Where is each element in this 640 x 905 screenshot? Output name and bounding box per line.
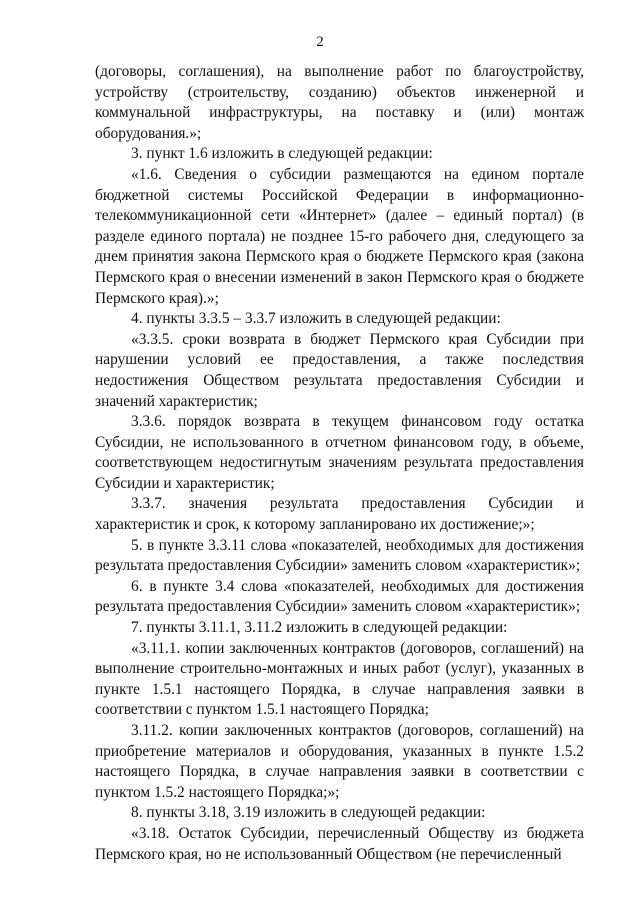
paragraph-clause-3-11-2: 3.11.2. копии заключенных контрактов (договоров, соглашений) на приобретение материалов и оборудования, указанных в пункте 1.5.2 настоящего Порядка, в случае направления заявки в соответствии с пунктом 1.5.2 настоящего Порядка;»;: [95, 722, 584, 801]
paragraph-item-5: 5. в пункте 3.3.11 слова «показателей, необходимых для достижения результата предоставления Субсидии» заменить словом «характеристик»;: [95, 536, 584, 575]
paragraph-item-6: 6. в пункте 3.4 слова «показателей, необходимых для достижения результата предоставления Субсидии» заменить словом «характеристик»;: [95, 577, 584, 616]
paragraph-clause-3-18: «3.18. Остаток Субсидии, перечисленный Обществу из бюджета Пермского края, но не использованный Обществом (не перечисленный: [95, 824, 584, 863]
paragraph-item-8: 8. пункты 3.18, 3.19 изложить в следующей редакции:: [131, 804, 486, 822]
paragraph-item-4: 4. пункты 3.3.5 – 3.3.7 изложить в следующей редакции:: [131, 310, 501, 328]
paragraph-clause-1-6: «1.6. Сведения о субсидии размещаются на едином портале бюджетной системы Российской Федерации в информационно-телекоммуникационной сети «Интернет» (далее – единый портал) (в разделе единого портала) не позднее 15-го рабочего дня, следующего за днем принятия закона Пермского края о бюджете Пермского края (закона Пермского края о внесении изменений в закон Пермского края о бюджете Пермского края).»;: [95, 165, 584, 307]
document-body: [95, 62, 584, 865]
page-number: 2: [316, 34, 324, 50]
paragraph-continuation: (договоры, соглашения), на выполнение работ по благоустройству, устройству (строительству, созданию) объектов инженерной и коммунальной инфраструктуры, на поставку и (или) монтаж оборудования.»;: [95, 63, 584, 142]
paragraph-item-7: 7. пункты 3.11.1, 3.11.2 изложить в следующей редакции:: [131, 619, 508, 637]
paragraph-item-3: 3. пункт 1.6 изложить в следующей редакции:: [131, 145, 433, 163]
paragraph-clause-3-3-7: 3.3.7. значения результата предоставления Субсидии и характеристик и срок, к которому запланировано их достижение;»;: [95, 495, 584, 534]
paragraph-clause-3-11-1: «3.11.1. копии заключенных контрактов (договоров, соглашений) на выполнение строительно-монтажных и иных работ (услуг), указанных в пункте 1.5.1 настоящего Порядка, в случае направления заявки в соответствии с пунктом 1.5.1 настоящего Порядка;: [95, 639, 584, 719]
paragraph-clause-3-3-5: «3.3.5. сроки возврата в бюджет Пермского края Субсидии при нарушении условий ее предоставления, а также последствия недостижения Обществом результата предоставления Субсидии и значений характеристик;: [95, 330, 584, 410]
paragraph-clause-3-3-6: 3.3.6. порядок возврата в текущем финансовом году остатка Субсидии, не использованного в отчетном финансовом году, в объеме, соответствующем недостигнутым значениям результата предоставления Субсидии и характеристик;: [95, 413, 584, 492]
